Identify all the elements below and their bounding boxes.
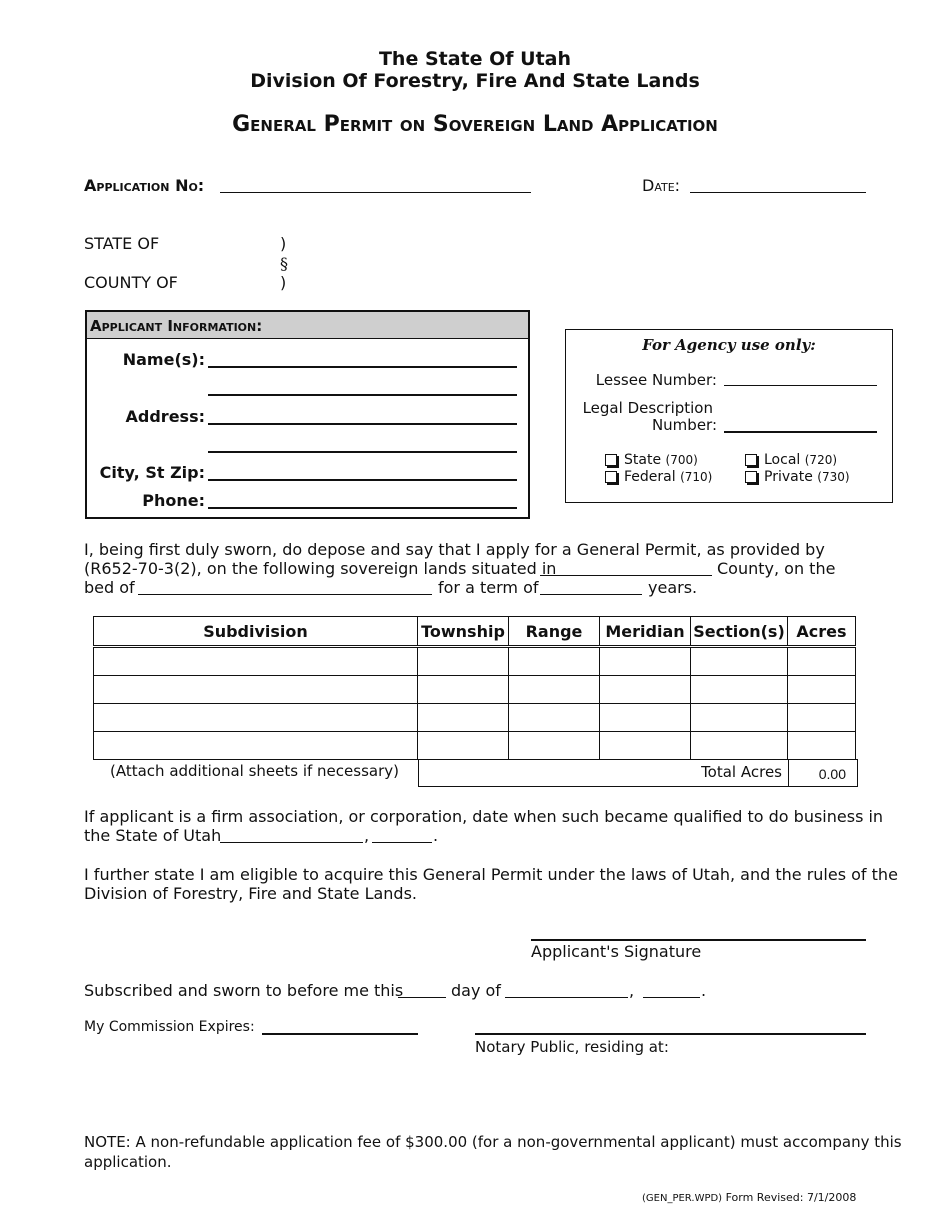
checkbox-private-label: Private — [764, 469, 813, 485]
signature-label: Applicant's Signature — [531, 942, 702, 961]
firm-line-1: If applicant is a firm association, or corporation, date when such became qualified to do business in — [84, 807, 884, 826]
checkbox-state[interactable] — [605, 452, 698, 468]
commission-field[interactable] — [262, 1033, 418, 1035]
notary-residing-label: Notary Public, residing at: — [475, 1038, 669, 1056]
address-label: Address: — [125, 407, 205, 426]
table-cell[interactable] — [94, 732, 418, 760]
note-line-2: application. — [84, 1153, 172, 1171]
table-cell[interactable] — [509, 732, 600, 760]
land-table-header — [94, 617, 856, 647]
firm-line-2: the State of Utah — [84, 826, 222, 845]
table-cell[interactable] — [94, 704, 418, 732]
name-field-1[interactable] — [208, 366, 517, 368]
county-field[interactable] — [540, 575, 712, 576]
eligibility-line-2: Division of Forestry, Fire and State Lands. — [84, 884, 418, 903]
table-cell[interactable] — [600, 732, 691, 760]
signature-field[interactable] — [531, 939, 866, 941]
applicant-info-heading: Applicant Information: — [90, 317, 263, 335]
table-cell[interactable] — [788, 704, 856, 732]
lessee-field[interactable] — [724, 385, 877, 386]
land-table — [93, 616, 856, 760]
oath-line-3b: for a term of — [438, 578, 539, 597]
col-meridian: Meridian — [600, 617, 691, 647]
oath-line-3c: years. — [648, 578, 698, 597]
checkbox-local-code: (720) — [804, 453, 838, 467]
col-subdivision: Subdivision — [94, 617, 418, 647]
col-township: Township — [418, 617, 509, 647]
address-field-2[interactable] — [208, 451, 517, 453]
eligibility-line-1: I further state I am eligible to acquire this General Permit under the laws of Utah, and the rules of the — [84, 865, 898, 884]
phone-field[interactable] — [208, 507, 517, 509]
oath-line-3a: bed of — [84, 578, 135, 597]
notary-month-field[interactable] — [505, 997, 628, 998]
date-field[interactable] — [690, 192, 866, 193]
firm-year-field[interactable] — [372, 842, 432, 843]
attach-note: (Attach additional sheets if necessary) — [110, 762, 399, 780]
checkbox-private-code: (730) — [817, 470, 850, 484]
checkbox-local-box[interactable] — [745, 454, 757, 466]
checkbox-state-box[interactable] — [605, 454, 617, 466]
table-cell[interactable] — [691, 704, 788, 732]
form-title: General Permit on Sovereign Land Application — [232, 112, 718, 137]
form-revised-footer — [642, 1191, 856, 1204]
col-acres: Acres — [788, 617, 856, 647]
table-cell[interactable] — [418, 647, 509, 676]
checkbox-federal-box[interactable] — [605, 471, 617, 483]
agency-heading: For Agency use only: — [642, 336, 816, 354]
paren-top: ) — [280, 234, 287, 253]
table-cell[interactable] — [600, 676, 691, 704]
division-title: Division Of Forestry, Fire And State Lands — [250, 70, 700, 92]
legal-number-label: Number: — [651, 416, 717, 434]
name-field-2[interactable] — [208, 394, 517, 396]
bed-of-field[interactable] — [138, 594, 432, 595]
table-row — [94, 704, 856, 732]
application-no-label: Application No: — [84, 176, 205, 195]
checkbox-federal[interactable] — [605, 469, 712, 485]
paren-bottom: ) — [280, 273, 287, 292]
name-label: Name(s): — [122, 350, 205, 369]
col-range: Range — [509, 617, 600, 647]
table-row — [94, 676, 856, 704]
oath-line-1: I, being first duly sworn, do depose and say that I apply for a General Permit, as provided by — [84, 540, 825, 559]
city-field[interactable] — [208, 479, 517, 481]
commission-label: My Commission Expires: — [84, 1019, 255, 1035]
table-row — [94, 732, 856, 760]
table-cell[interactable] — [418, 704, 509, 732]
table-cell[interactable] — [94, 676, 418, 704]
notary-year-field[interactable] — [643, 997, 700, 998]
state-of-label: STATE OF — [84, 234, 160, 253]
table-cell[interactable] — [94, 647, 418, 676]
footer-file: (GEN_PER.WPD) — [642, 1193, 723, 1204]
table-cell[interactable] — [509, 704, 600, 732]
phone-label: Phone: — [142, 491, 205, 510]
state-title: The State Of Utah — [378, 48, 572, 70]
total-acres-value: 0.00 — [818, 766, 846, 782]
table-cell[interactable] — [691, 732, 788, 760]
county-of-label: COUNTY OF — [84, 273, 178, 292]
footer-revised: Form Revised: 7/1/2008 — [725, 1191, 857, 1204]
day-of-label: day of — [451, 981, 501, 1000]
term-field[interactable] — [540, 594, 642, 595]
address-field-1[interactable] — [208, 423, 517, 425]
city-label: City, St Zip: — [99, 463, 205, 482]
legal-desc-label: Legal Description — [582, 399, 713, 417]
total-acres-label: Total Acres — [701, 763, 782, 781]
table-row — [94, 647, 856, 676]
notary-signature-field[interactable] — [475, 1033, 866, 1035]
col-sections: Section(s) — [691, 617, 788, 647]
subscribed-label: Subscribed and sworn to before me this — [84, 981, 404, 1000]
checkbox-federal-code: (710) — [680, 470, 713, 484]
table-cell[interactable] — [509, 647, 600, 676]
checkbox-local[interactable] — [745, 452, 837, 468]
oath-line-2b: County, on the — [717, 559, 836, 578]
checkbox-local-label: Local — [764, 452, 801, 468]
applicant-info-header — [87, 312, 528, 339]
table-cell[interactable] — [691, 647, 788, 676]
table-cell[interactable] — [600, 704, 691, 732]
table-cell[interactable] — [600, 647, 691, 676]
checkbox-private-box[interactable] — [745, 471, 757, 483]
oath-line-2a: (R652-70-3(2), on the following sovereign lands situated in — [84, 559, 557, 578]
table-cell[interactable] — [691, 676, 788, 704]
checkbox-private[interactable] — [745, 469, 850, 485]
date-label: Date: — [642, 176, 681, 195]
notary-day-field[interactable] — [398, 997, 446, 998]
table-cell[interactable] — [418, 676, 509, 704]
checkbox-state-code: (700) — [665, 453, 698, 467]
checkbox-state-label: State — [624, 452, 662, 468]
firm-period: . — [433, 826, 439, 845]
table-cell[interactable] — [788, 647, 856, 676]
firm-comma: , — [364, 826, 370, 845]
legal-number-field[interactable] — [724, 431, 877, 433]
firm-date-field[interactable] — [220, 842, 363, 843]
notary-comma: , — [629, 981, 635, 1000]
section-mark: § — [280, 254, 288, 273]
table-cell[interactable] — [788, 676, 856, 704]
table-cell[interactable] — [788, 732, 856, 760]
table-cell[interactable] — [509, 676, 600, 704]
note-line-1: NOTE: A non-refundable application fee of $300.00 (for a non-governmental applicant) must accompany this — [84, 1133, 902, 1151]
notary-period: . — [701, 981, 707, 1000]
lessee-label: Lessee Number: — [595, 371, 717, 389]
application-no-field[interactable] — [220, 192, 531, 193]
checkbox-federal-label: Federal — [624, 469, 676, 485]
table-cell[interactable] — [418, 732, 509, 760]
